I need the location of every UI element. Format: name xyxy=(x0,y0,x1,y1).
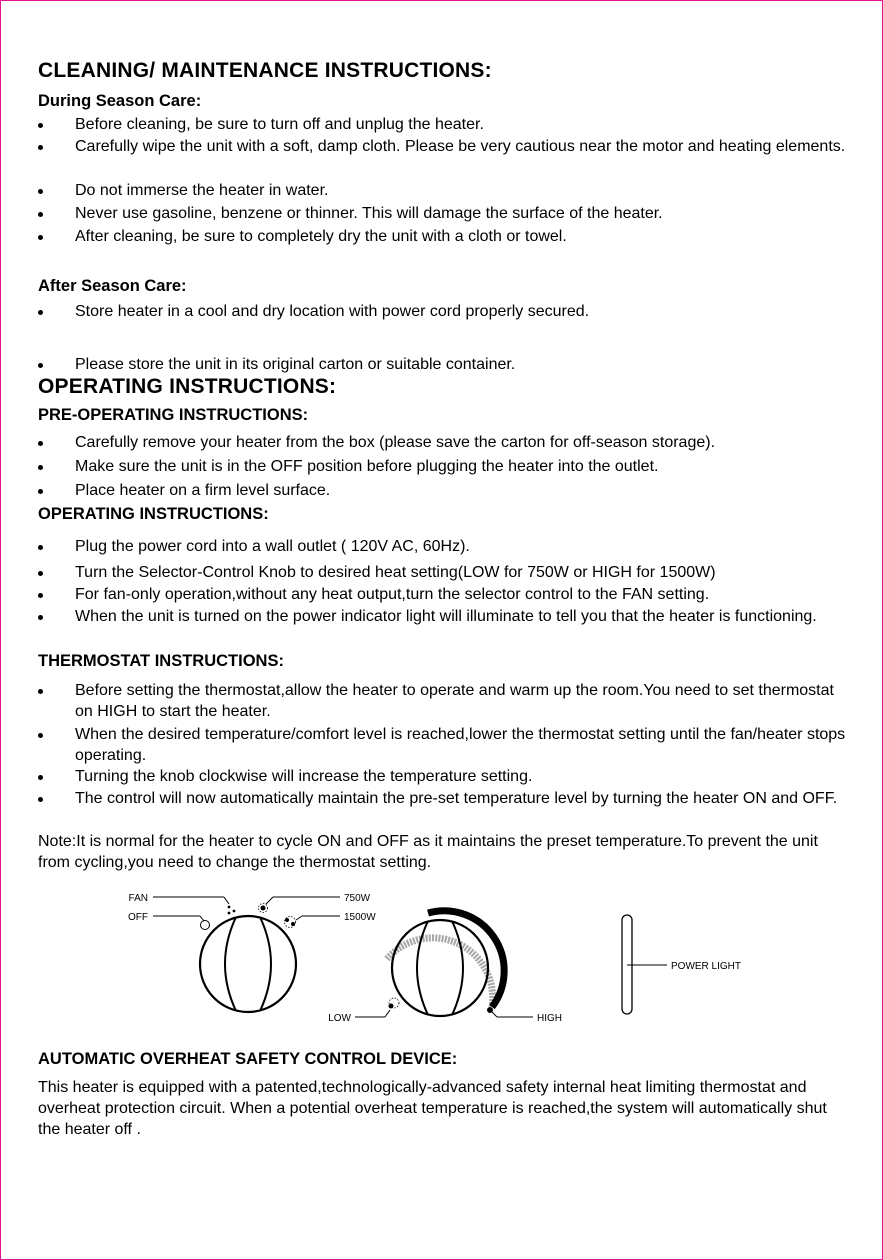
750w-label: 750W xyxy=(344,893,371,904)
after-season-title: After Season Care: xyxy=(38,277,187,295)
bullet-icon xyxy=(38,489,43,494)
low-label: LOW xyxy=(328,1013,351,1024)
off-label: OFF xyxy=(128,912,148,923)
bullet-icon xyxy=(38,797,43,802)
list-item: When the desired temperature/comfort level is reached,lower the thermostat setting until the fan/heater stops operating. xyxy=(75,726,846,764)
bullet-icon xyxy=(38,593,43,598)
list-item: Store heater in a cool and dry location with power cord properly secured. xyxy=(75,303,590,320)
list-item: Before cleaning, be sure to turn off and unplug the heater. xyxy=(75,116,484,133)
list-item: Make sure the unit is in the OFF position before plugging the heater into the outlet. xyxy=(75,458,659,475)
selector-knob-icon xyxy=(200,904,296,1013)
list-item: Turn the Selector-Control Knob to desired heat setting(LOW for 750W or HIGH for 1500W) xyxy=(75,564,716,581)
bullet-icon xyxy=(38,465,43,470)
bullet-icon xyxy=(38,689,43,694)
note-text: Note:It is normal for the heater to cycle ON and OFF as it maintains the preset temperature.To prevent the unit from cycling,you need to change the thermostat setting. xyxy=(38,833,818,871)
list-item: Carefully remove your heater from the box (please save the carton for off-season storage). xyxy=(75,434,716,451)
list-item: Plug the power cord into a wall outlet ( 120V AC, 60Hz). xyxy=(75,538,470,555)
bullet-icon xyxy=(38,145,43,150)
bullet-icon xyxy=(38,189,43,194)
1500w-label: 1500W xyxy=(344,912,376,923)
bullet-icon xyxy=(38,733,43,738)
bullet-icon xyxy=(38,123,43,128)
list-item: Never use gasoline, benzene or thinner. This will damage the surface of the heater. xyxy=(75,205,663,222)
list-item: The control will now automatically maintain the pre-set temperature level by turning the heater ON and OFF. xyxy=(75,790,838,807)
bullet-icon xyxy=(38,235,43,240)
list-item: Do not immerse the heater in water. xyxy=(75,182,329,199)
thermostat-knob-icon xyxy=(387,911,504,1016)
selector-label-lines xyxy=(153,897,340,921)
safety-title: AUTOMATIC OVERHEAT SAFETY CONTROL DEVICE: xyxy=(38,1050,458,1068)
operating-title: OPERATING INSTRUCTIONS: xyxy=(38,375,337,398)
list-item: Place heater on a firm level surface. xyxy=(75,482,331,499)
during-season-title: During Season Care: xyxy=(38,92,202,110)
list-item: When the unit is turned on the power indicator light will illuminate to tell you that the heater is functioning. xyxy=(75,608,817,625)
bullet-icon xyxy=(38,212,43,217)
list-item: Please store the unit in its original carton or suitable container. xyxy=(75,356,516,373)
bullet-icon xyxy=(38,615,43,620)
pre-operating-title: PRE-OPERATING INSTRUCTIONS: xyxy=(38,406,309,424)
safety-text: This heater is equipped with a patented,technologically-advanced safety internal heat limiting thermostat and overheat protection circuit. When a potential overheat temperature is reached,the system will automatically shut the heater off . xyxy=(38,1079,827,1138)
bullet-icon xyxy=(38,441,43,446)
bullet-icon xyxy=(38,571,43,576)
list-item: Turning the knob clockwise will increase the temperature setting. xyxy=(75,768,533,785)
list-item: Before setting the thermostat,allow the heater to operate and warm up the room.You need to set thermostat on HIGH to start the heater. xyxy=(75,682,834,720)
list-item: After cleaning, be sure to completely dry the unit with a cloth or towel. xyxy=(75,228,567,245)
controls-diagram xyxy=(0,880,883,1030)
bullet-icon xyxy=(38,363,43,368)
operating-subtitle: OPERATING INSTRUCTIONS: xyxy=(38,505,269,523)
bullet-icon xyxy=(38,545,43,550)
high-label: HIGH xyxy=(537,1013,562,1024)
power-light-label: POWER LIGHT xyxy=(671,961,742,972)
bullet-icon xyxy=(38,310,43,315)
thermostat-title: THERMOSTAT INSTRUCTIONS: xyxy=(38,652,284,670)
list-item: Carefully wipe the unit with a soft, damp cloth. Please be very cautious near the motor and heating elements. xyxy=(75,138,846,155)
cleaning-title: CLEANING/ MAINTENANCE INSTRUCTIONS: xyxy=(38,59,492,82)
bullet-icon xyxy=(38,775,43,780)
list-item: For fan-only operation,without any heat output,turn the selector control to the FAN setting. xyxy=(75,586,710,603)
fan-label: FAN xyxy=(128,893,148,904)
